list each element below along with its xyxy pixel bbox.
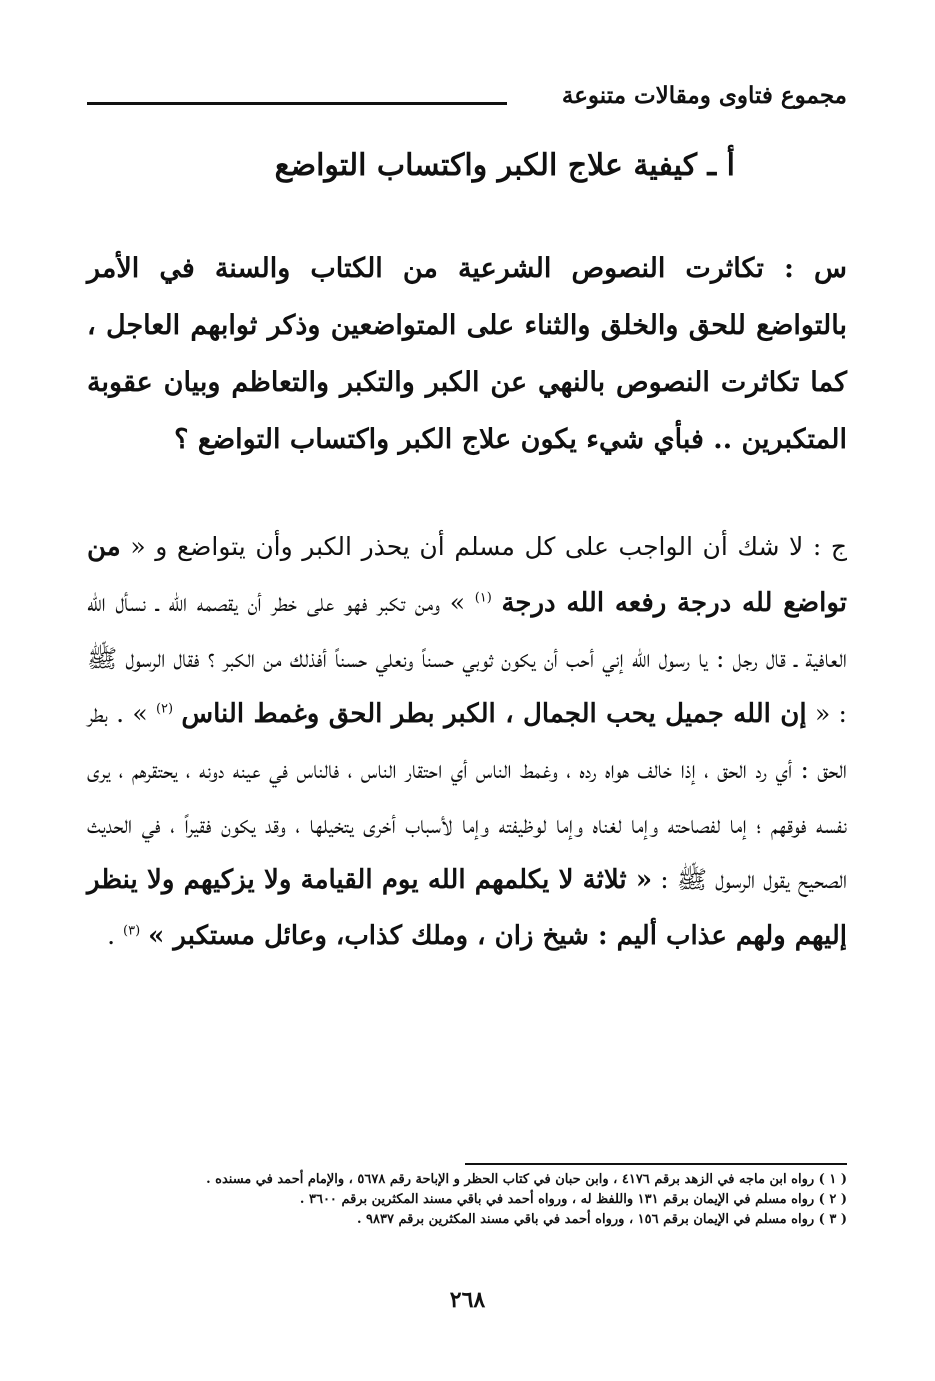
footnote-ref-3: (٣) [123, 923, 141, 939]
hadith-quote-three: « ثلاثة لا يكلمهم الله يوم القيامة ولا يزكيهم ولا ينظر إليهم ولهم عذاب أليم : شيخ زان ، وملك كذاب، وعائل مستكبر » [87, 865, 847, 951]
footnote-3: ( ٣ ) رواه مسلم في الإيمان برقم ١٥٦ ، ورواه أحمد في باقي مسند المكثرين برقم ٩٨٣٧ . [356, 1212, 847, 1227]
footnote-rule [465, 1163, 847, 1165]
footnote-ref-2: (٢) [155, 701, 174, 717]
answer-paragraph [87, 519, 847, 964]
page-number: ٢٦٨ [449, 1287, 486, 1313]
footnote-1: ( ١ ) رواه ابن ماجه في الزهد برقم ٤١٧٦ ، وابن حبان في كتاب الحظر و الإباحة رقم ٥٦٧٨ ، والإمام أحمد في مسنده . [206, 1172, 847, 1187]
question-paragraph: س : تكاثرت النصوص الشرعية من الكتاب والسنة في الأمر بالتواضع للحق والخلق والثناء على المتواضعين وذكر ثوابهم العاجل ، كما تكاثرت النصوص بالنهي عن الكبر والتكبر والتعاظم وبيان عقوبة المتكبرين .. فبأي شيء يكون علاج الكبر واكتساب التواضع ؟ [87, 253, 847, 455]
answer-text-intro: ج : لا شك أن الواجب على كل مسلم أن يحذر الكبر وأن يتواضع و « [130, 532, 848, 561]
section-heading: أ ـ كيفية علاج الكبر واكتساب التواضع [274, 148, 735, 183]
answer-text-explanation: » . بطر الحق : أي رد الحق ، إذا خالف هواه رده ، وغمط الناس أي احتقار الناس ، فالناس في عينه دونه ، يحتقرهم ، يرى نفسه فوقهم ؛ إما لفصاحته وإما لغناه وإما لوظيفته وإما لأسباب أخرى يتخيلها ، وقد يكون فقيراً ، في الحديث الصحيح يقول الرسول ﷺ : [87, 699, 847, 894]
footnote-ref-1: (١) [474, 590, 492, 606]
answer-text-middle: » ومن تكبر فهو على خطر أن يقصمه الله ـ نسأل الله العافية ـ قال رجل : يا رسول الله إني أحب أن يكون ثوبي حسناً ونعلي حسناً أفذلك من الكبر ؟ فقال الرسول ﷺ : « [87, 588, 847, 728]
header-rule [87, 102, 507, 105]
running-title: مجموع فتاوى ومقالات متنوعة [561, 82, 847, 109]
footnote-2: ( ٢ ) رواه مسلم في الإيمان برقم ١٣١ واللفظ له ، ورواه أحمد في باقي مسند المكثرين برقم ٣٦٠٠ . [299, 1192, 847, 1207]
footnotes [87, 1170, 847, 1230]
running-header [87, 78, 847, 118]
hadith-quote-beauty: إن الله جميل يحب الجمال ، الكبر بطر الحق وغمط الناس [181, 699, 807, 729]
answer-end-period: . [107, 921, 116, 950]
hadith-quote-humility: من تواضع لله درجة رفعه الله درجة [87, 532, 847, 618]
